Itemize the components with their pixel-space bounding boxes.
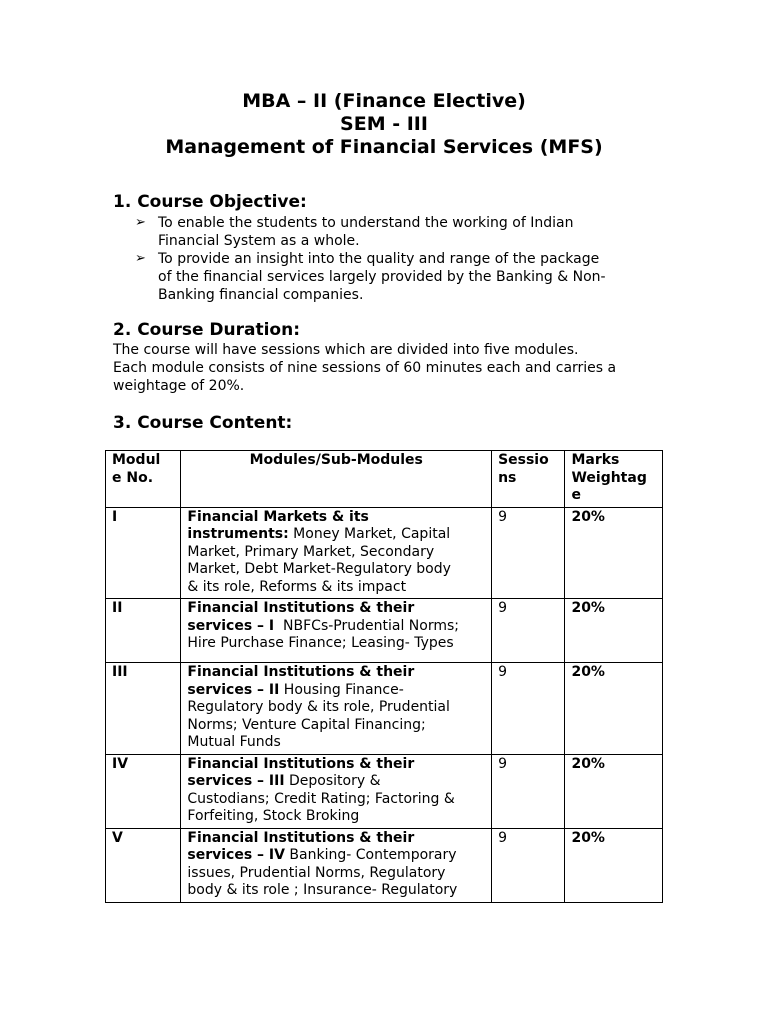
module-title: Financial Markets & its: [187, 508, 369, 525]
module-detail: body & its role ; Insurance- Regulatory: [187, 882, 458, 898]
module-number: V: [106, 828, 181, 902]
module-title: services – I: [187, 617, 275, 634]
sessions-count: 9: [492, 828, 565, 902]
course-duration-heading: 2. Course Duration:: [113, 320, 301, 340]
course-duration-text: [113, 341, 673, 395]
module-description: [181, 754, 492, 828]
objective-line: To provide an insight into the quality and range of the package: [158, 251, 600, 267]
module-detail: NBFCs-Prudential Norms;: [274, 617, 459, 634]
module-detail: Custodians; Credit Rating; Factoring &: [187, 790, 455, 807]
course-content-section: [113, 413, 673, 433]
course-objective-section: [113, 192, 673, 304]
course-objective-heading: 1. Course Objective:: [113, 192, 307, 212]
module-detail: Money Market, Capital: [288, 526, 451, 542]
header-text: Weightag: [571, 469, 647, 486]
module-title: services – III: [187, 773, 285, 789]
module-detail: Housing Finance-: [279, 681, 404, 698]
marks-weightage-header: [565, 451, 663, 508]
objective-line: To enable the students to understand the working of Indian: [158, 215, 574, 231]
table-row: [106, 754, 663, 828]
module-detail: issues, Prudential Norms, Regulatory: [187, 864, 446, 881]
marks-weightage: 20%: [565, 754, 663, 828]
marks-weightage: 20%: [565, 599, 663, 663]
module-detail: Market, Primary Market, Secondary: [187, 543, 435, 560]
module-detail: Banking- Contemporary: [284, 847, 457, 863]
sessions-header: [492, 451, 565, 508]
header-text: Marks: [571, 452, 620, 468]
sessions-count: 9: [492, 507, 565, 599]
modules-header: Modules/Sub-Modules: [181, 451, 492, 508]
table-header-row: [106, 451, 663, 508]
header-text: e No.: [112, 469, 154, 486]
header-text: ns: [498, 469, 517, 486]
objective-line: Banking financial companies.: [158, 287, 364, 303]
module-detail: Forfeiting, Stock Broking: [187, 808, 360, 824]
objective-line: of the financial services largely provided by the Banking & Non-: [158, 269, 606, 285]
marks-weightage: 20%: [565, 507, 663, 599]
module-detail: Market, Debt Market-Regulatory body: [187, 561, 451, 577]
header-text: Sessio: [498, 452, 549, 468]
module-detail: Depository &: [284, 773, 381, 789]
module-title: Financial Institutions & their: [187, 829, 415, 846]
course-title: Management of Financial Services (MFS): [165, 136, 603, 158]
duration-line: weightage of 20%.: [113, 378, 245, 394]
marks-weightage: 20%: [565, 663, 663, 755]
semester-title: SEM - III: [340, 113, 428, 135]
table-row: [106, 507, 663, 599]
module-number: III: [106, 663, 181, 755]
module-number: I: [106, 507, 181, 599]
objective-line: Financial System as a whole.: [158, 233, 360, 249]
module-title: services – II: [187, 681, 280, 698]
table-row: [106, 663, 663, 755]
objective-item: [113, 250, 673, 304]
module-title: Financial Institutions & their: [187, 600, 415, 616]
sessions-count: 9: [492, 754, 565, 828]
header-text: Modul: [112, 452, 161, 468]
duration-line: Each module consists of nine sessions of 60 minutes each and carries a: [113, 360, 617, 376]
module-detail: Norms; Venture Capital Financing;: [187, 716, 426, 733]
program-title: MBA – II (Finance Elective): [242, 90, 526, 112]
module-no-header: [106, 451, 181, 508]
table-row: [106, 599, 663, 663]
module-title: services – IV: [187, 847, 285, 863]
module-title: instruments:: [187, 526, 289, 542]
objective-list: [113, 214, 673, 304]
module-detail: Hire Purchase Finance; Leasing- Types: [187, 635, 454, 651]
arrow-bullet-icon: ➢: [135, 251, 146, 266]
module-detail: & its role, Reforms & its impact: [187, 578, 407, 595]
module-description: [181, 828, 492, 902]
arrow-bullet-icon: ➢: [135, 215, 146, 230]
course-content-table: [105, 450, 663, 903]
module-detail: Regulatory body & its role, Prudential: [187, 699, 450, 715]
sessions-count: 9: [492, 663, 565, 755]
module-number: IV: [106, 754, 181, 828]
module-detail: Mutual Funds: [187, 734, 281, 750]
module-description: [181, 663, 492, 755]
module-description: [181, 507, 492, 599]
course-content-heading: 3. Course Content:: [113, 413, 293, 433]
table-row: [106, 828, 663, 902]
header-text: e: [571, 487, 581, 503]
course-duration-section: [113, 320, 673, 395]
module-number: II: [106, 599, 181, 663]
document-title-block: [0, 90, 768, 159]
duration-line: The course will have sessions which are divided into five modules.: [113, 342, 579, 358]
marks-weightage: 20%: [565, 828, 663, 902]
sessions-count: 9: [492, 599, 565, 663]
objective-item: [113, 214, 673, 250]
module-title: Financial Institutions & their: [187, 755, 415, 772]
module-description: [181, 599, 492, 663]
module-title: Financial Institutions & their: [187, 664, 415, 680]
